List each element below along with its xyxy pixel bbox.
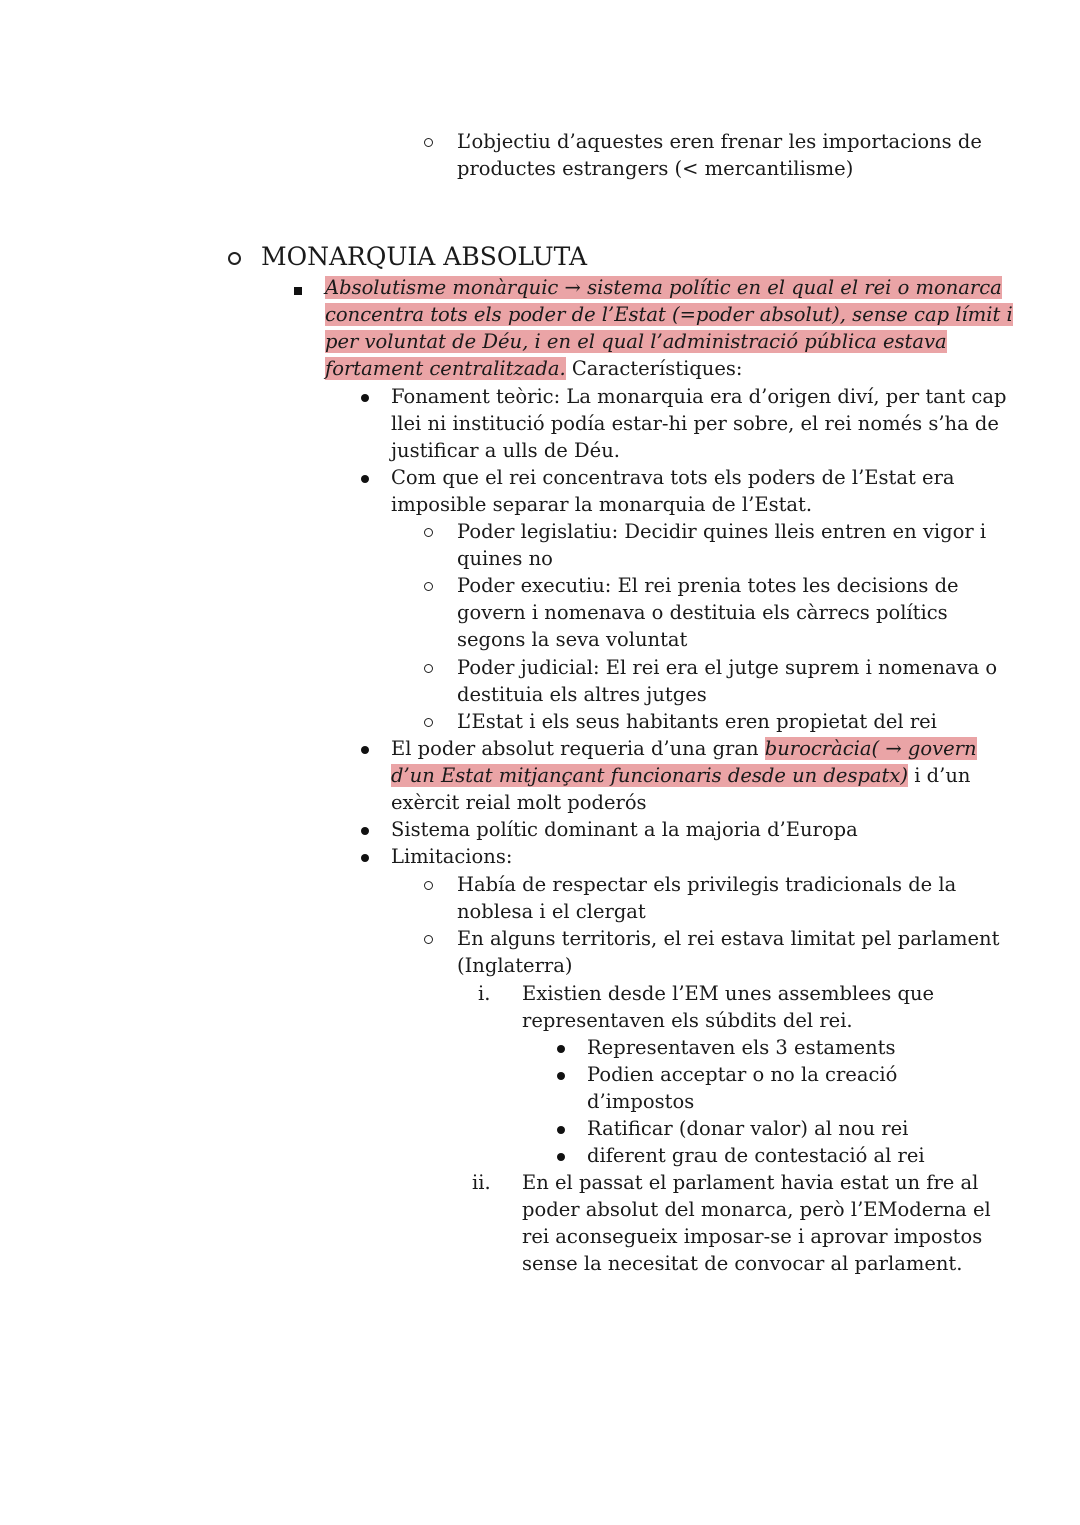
roman-marker-i: i. [478,982,491,1005]
contestacio-line: diferent grau de contestació al rei [587,1144,925,1167]
fonament-line-2: llei ni institució podía estar-hi per sobre, el rei només s’ha de [391,412,999,435]
roman-marker-ii: ii. [472,1171,491,1194]
disc-bullet-icon [361,854,369,862]
hollow-circle-bullet-icon [424,528,433,537]
executiu-line-2: govern i nomenava o destituia els càrrecs polítics [457,601,948,624]
impostos-line-1: Podien acceptar o no la creació [587,1063,898,1086]
mercantilism-line-2: productes estrangers (< mercantilisme) [457,157,854,180]
assemblees-line-2: representaven els súbdits del rei. [522,1009,853,1032]
ratificar-line: Ratificar (donar valor) al nou rei [587,1117,909,1140]
hollow-circle-bullet-icon [424,881,433,890]
hollow-circle-bullet-icon [424,582,433,591]
square-bullet-icon [294,287,302,295]
limitacions-title: Limitacions: [391,845,513,868]
passat-line-2: poder absolut del monarca, però l’EModerna el [522,1198,991,1221]
concentrava-line-2: imposible separar la monarquia de l’Estat. [391,493,813,516]
highlight: d’un Estat mitjançant funcionaris desde un despatx) [391,764,908,787]
definition-line-4 [325,355,742,382]
highlight: per voluntat de Déu, i en el qual l’administració pública estava [325,330,947,353]
burocracia-line-3: exèrcit reial molt poderós [391,791,647,814]
disc-bullet-icon [557,1126,565,1134]
passat-line-1: En el passat el parlament havia estat un fre al [522,1171,979,1194]
privilegis-line-2: noblesa i el clergat [457,900,646,923]
privilegis-line-1: Había de respectar els privilegis tradicionals de la [457,873,957,896]
disc-bullet-icon [361,475,369,483]
highlight: Absolutisme monàrquic → sistema polític en el qual el rei o monarca [325,276,1002,299]
disc-bullet-icon [557,1045,565,1053]
parlament-line-1: En alguns territoris, el rei estava limitat pel parlament [457,927,1000,950]
judicial-line-2: destituia els altres jutges [457,683,707,706]
disc-bullet-icon [361,746,369,754]
hollow-circle-bullet-icon [424,138,433,147]
judicial-line-1: Poder judicial: El rei era el jutge suprem i nomenava o [457,656,998,679]
highlight: concentra tots els poder de l’Estat (=poder absolut), sense cap límit i [325,303,1013,326]
fonament-line-1: Fonament teòric: La monarquia era d’origen diví, per tant cap [391,385,1007,408]
burocracia-line-2 [391,762,970,789]
sistema-line: Sistema polític dominant a la majoria d’Europa [391,818,858,841]
fonament-line-3: justificar a ulls de Déu. [391,439,620,462]
legislatiu-line-1: Poder legislatiu: Decidir quines lleis entren en vigor i [457,520,987,543]
parlament-line-2: (Inglaterra) [457,954,573,977]
impostos-line-2: d’impostos [587,1090,695,1113]
burocracia-line-1 [391,735,977,762]
concentrava-line-1: Com que el rei concentrava tots els poders de l’Estat era [391,466,955,489]
passat-line-3: rei aconsegueix imposar-se i aprovar impostos [522,1225,983,1248]
disc-bullet-icon [361,394,369,402]
estaments-line: Representaven els 3 estaments [587,1036,896,1059]
burocracia-text: El poder absolut requeria d’una gran [391,737,765,760]
burocracia-text: i d’un [908,764,971,787]
mercantilism-line-1: L’objectiu d’aquestes eren frenar les importacions de [457,130,982,153]
highlight: fortament centralitzada. [325,357,566,380]
executiu-line-1: Poder executiu: El rei prenia totes les decisions de [457,574,959,597]
hollow-circle-bullet-icon [424,935,433,944]
disc-bullet-icon [557,1072,565,1080]
highlight: burocràcia( → govern [764,737,977,760]
executiu-line-3: segons la seva voluntat [457,628,688,651]
passat-line-4: sense la necesitat de convocar al parlament. [522,1252,963,1275]
assemblees-line-1: Existien desde l’EM unes assemblees que [522,982,935,1005]
definition-line-1 [325,274,1002,301]
definition-line-3 [325,328,947,355]
legislatiu-line-2: quines no [457,547,553,570]
definition-line-2 [325,301,1013,328]
disc-bullet-icon [557,1153,565,1161]
characteristics-label: Característiques: [565,357,743,380]
disc-bullet-icon [361,827,369,835]
hollow-circle-bullet-icon [424,718,433,727]
hollow-circle-bullet-icon [228,252,241,265]
hollow-circle-bullet-icon [424,664,433,673]
propietat-line: L’Estat i els seus habitants eren propietat del rei [457,710,937,733]
section-heading: MONARQUIA ABSOLUTA [261,242,588,271]
